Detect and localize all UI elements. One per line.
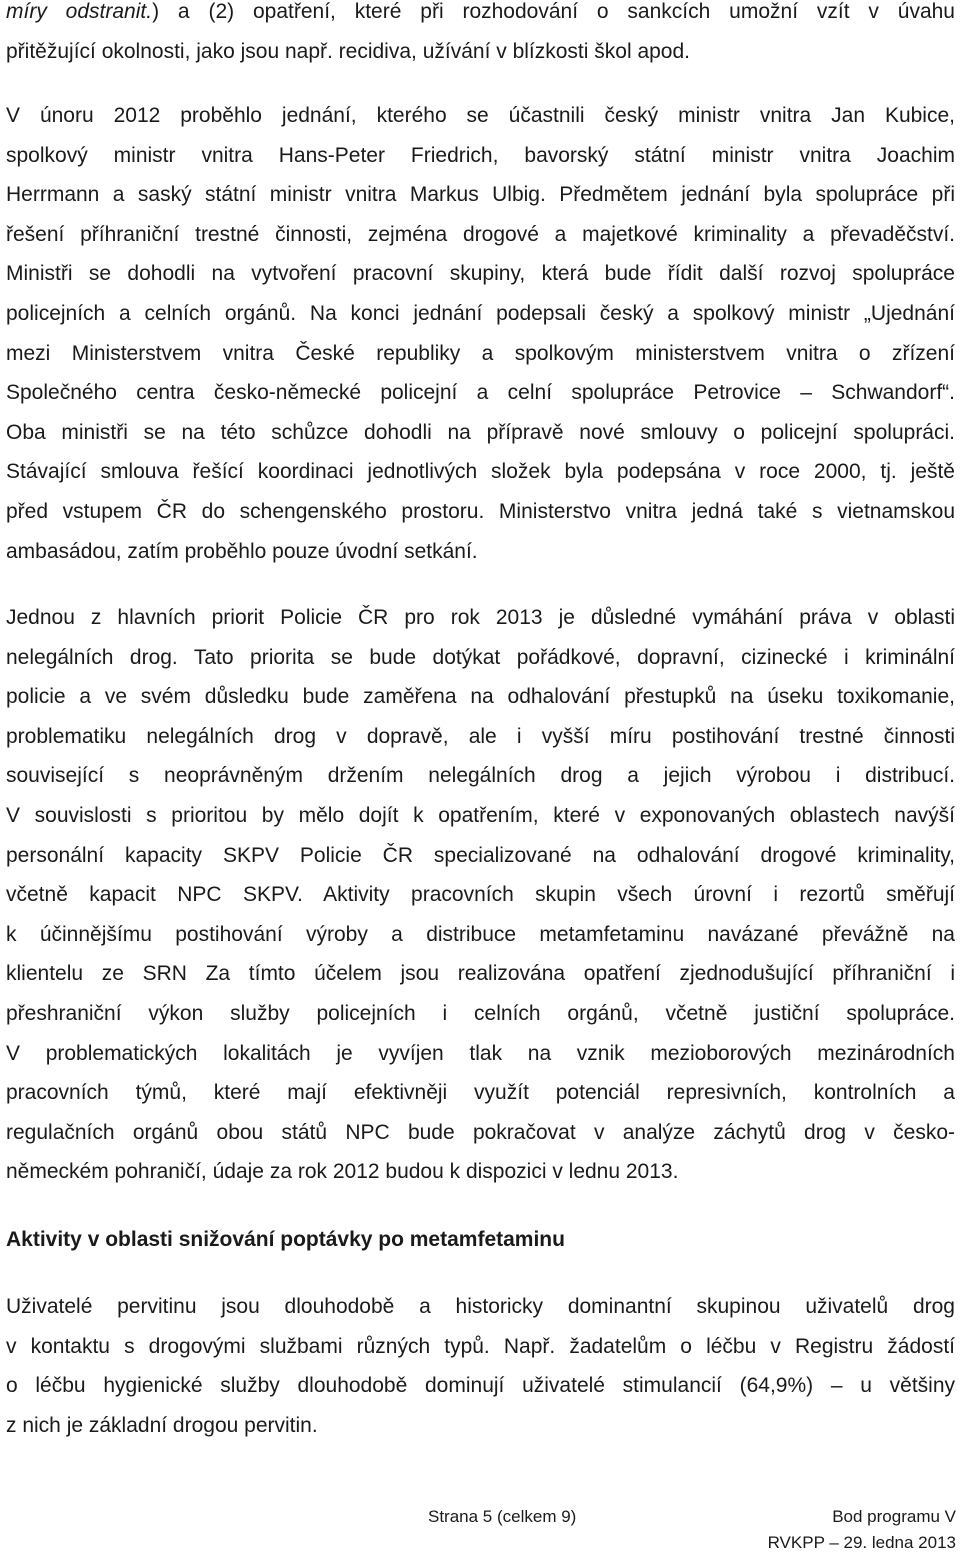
document-date: RVKPP – 29. ledna 2013 — [767, 1533, 956, 1552]
paragraph-line: regulačních orgánů obou států NPC bude pokračovat v analýze záchytů drog v česko- — [6, 1120, 955, 1144]
paragraph-ministers-meeting — [6, 96, 955, 571]
paragraph-line: mezi Ministerstvem vnitra České republiky a spolkovým ministerstvem vnitra o zřízení — [6, 341, 955, 365]
paragraph-line: problematiku nelegálních drog v dopravě, ale i vyšší míru postihování trestné činnosti — [6, 724, 955, 748]
paragraph-line: včetně kapacit NPC SKPV. Aktivity pracovních skupin všech úrovní i rezortů směřují — [6, 883, 955, 907]
paragraph-line: policejních a celních orgánů. Na konci jednání podepsali český a spolkový ministr „Ujednání — [6, 301, 955, 325]
paragraph-continuation — [6, 0, 955, 71]
section-heading: Aktivity v oblasti snižování poptávky po metamfetaminu — [6, 1228, 565, 1251]
paragraph-line: přitěžující okolnosti, jako jsou např. recidiva, užívání v blízkosti škol apod. — [6, 39, 690, 63]
paragraph-line: Stávající smlouva řešící koordinaci jednotlivých složek byla podepsána v roce 2000, tj. ještě — [6, 460, 955, 484]
paragraph-line: z nich je základní drogou pervitin. — [6, 1413, 318, 1437]
paragraph-line: před vstupem ČR do schengenského prostoru. Ministerstvo vnitra jedná také s vietnamskou — [6, 499, 955, 523]
agenda-item: Bod programu V — [832, 1507, 956, 1526]
paragraph-line: Herrmann a saský státní ministr vnitra Markus Ulbig. Předmětem jednání byla spolupráce při — [6, 183, 955, 207]
paragraph-line: ambasádou, zatím proběhlo pouze úvodní setkání. — [6, 539, 478, 563]
paragraph-line: V souvislosti s prioritou by mělo dojít k opatřením, které v exponovaných oblastech navýší — [6, 803, 955, 827]
paragraph-line: V únoru 2012 proběhlo jednání, kterého se účastnili český ministr vnitra Jan Kubice, — [6, 104, 955, 127]
paragraph-line: Uživatelé pervitinu jsou dlouhodobě a historicky dominantní skupinou uživatelů drog — [6, 1295, 955, 1318]
paragraph-line: řešení příhraniční trestné činnosti, zejména drogové a majetkové kriminality a převaděčství. — [6, 222, 955, 246]
paragraph-line: klientelu ze SRN Za tímto účelem jsou realizována opatření zjednodušující příhraniční i — [6, 962, 955, 986]
paragraph-line: Společného centra česko-německé policejní a celní spolupráce Petrovice – Schwandorf“. — [6, 381, 955, 405]
paragraph-line: policie a ve svém důsledku bude zaměřena na odhalování přestupků na úseku toxikomanie, — [6, 685, 955, 709]
paragraph-line: o léčbu hygienické služby dlouhodobě dominují uživatelé stimulancií (64,9%) – u většiny — [6, 1374, 955, 1398]
paragraph-line: V problematických lokalitách je vyvíjen tlak na vznik mezioborových mezinárodních — [6, 1041, 955, 1065]
paragraph-line: k účinnějšímu postihování výroby a distribuce metamfetaminu navázané převážně na — [6, 922, 955, 946]
paragraph-line: personální kapacity SKPV Policie ČR specializované na odhalování drogové kriminality, — [6, 843, 955, 867]
paragraph-line: Ministři se dohodli na vytvoření pracovní skupiny, která bude řídit další rozvoj spolupráce — [6, 262, 955, 286]
paragraph-line: v kontaktu s drogovými službami různých typů. Např. žadatelům o léčbu v Registru žádostí — [6, 1334, 955, 1358]
paragraph-line: pracovních týmů, které mají efektivněji využít potenciál represivních, kontrolních a — [6, 1081, 955, 1105]
page-number: Strana 5 (celkem 9) — [428, 1507, 577, 1526]
paragraph-line: Oba ministři se na této schůzce dohodli na přípravě nové smlouvy o policejní spolupráci. — [6, 420, 955, 444]
paragraph-line: spolkový ministr vnitra Hans-Peter Friedrich, bavorský státní ministr vnitra Joachim — [6, 143, 955, 167]
paragraph-line: Jednou z hlavních priorit Policie ČR pro rok 2013 je důsledné vymáhání práva v oblasti — [6, 606, 955, 629]
italic-fragment: míry odstranit. — [6, 0, 153, 23]
paragraph-police-priority — [6, 598, 955, 1192]
paragraph-pervitin-users — [6, 1287, 955, 1445]
paragraph-line: nelegálních drog. Tato priorita se bude dotýkat pořádkové, dopravní, cizinecké i kriminální — [6, 645, 955, 669]
text-fragment: ) a (2) opatření, které při rozhodování o sankcích umožní vzít v úvahu — [152, 0, 955, 23]
paragraph-line: přeshraniční výkon služby policejních i celních orgánů, včetně justiční spolupráce. — [6, 1001, 955, 1025]
paragraph-line — [6, 0, 955, 32]
paragraph-line: související s neoprávněným držením nelegálních drog a jejich výrobou i distribucí. — [6, 764, 955, 788]
paragraph-line: německém pohraničí, údaje za rok 2012 budou k dispozici v lednu 2013. — [6, 1160, 679, 1184]
